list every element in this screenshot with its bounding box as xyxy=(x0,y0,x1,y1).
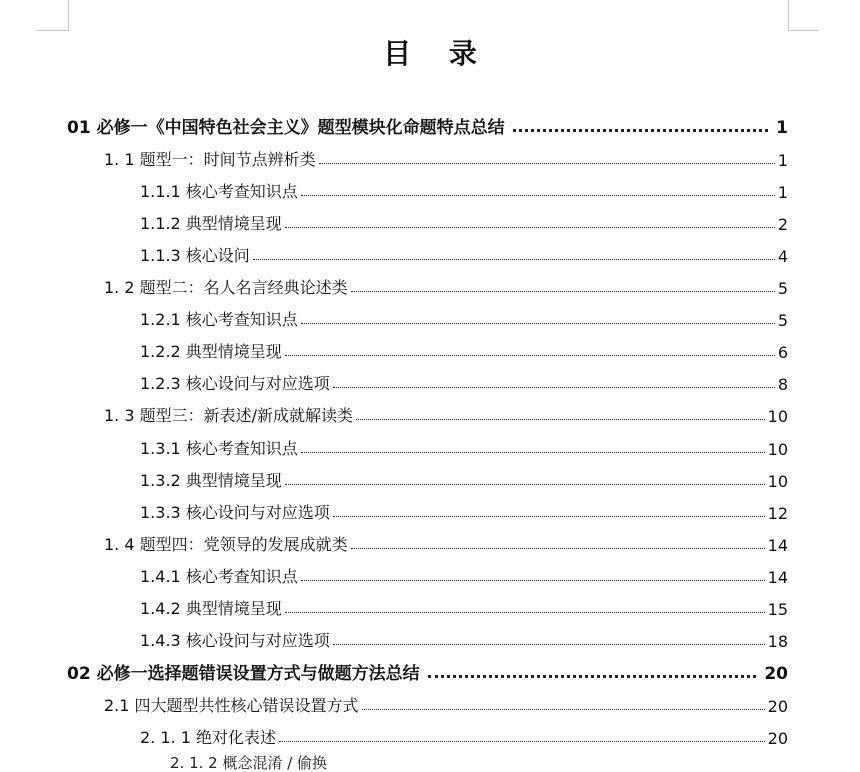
toc-page-number: 1 xyxy=(777,151,788,170)
toc-entry-label: 1. 2 题型二：名人名言经典论述类 xyxy=(104,278,348,297)
toc-entry[interactable] xyxy=(140,338,788,362)
toc-dot-leader xyxy=(333,644,765,645)
toc-entry[interactable] xyxy=(104,531,788,555)
toc-dot-leader xyxy=(333,387,775,388)
toc-entry-label: 1.2.1 核心考查知识点 xyxy=(140,310,298,329)
toc-entry-label: 1.1.1 核心考查知识点 xyxy=(140,182,298,201)
toc-entry-label: 1.4.1 核心考查知识点 xyxy=(140,567,298,586)
toc-entry[interactable] xyxy=(140,435,788,459)
toc-page-number: 20 xyxy=(767,697,788,716)
toc-dot-leader xyxy=(285,355,775,356)
toc-dot-leader xyxy=(513,129,769,132)
toc-entry-label: 02 必修一选择题错误设置方式与做题方法总结 xyxy=(67,664,420,684)
toc-entry[interactable] xyxy=(104,274,788,298)
toc-page-number: 5 xyxy=(777,279,788,298)
toc-entry[interactable] xyxy=(140,627,788,651)
toc-entry[interactable] xyxy=(67,660,788,684)
toc-dot-leader xyxy=(285,227,775,228)
toc-page-number: 8 xyxy=(777,375,788,394)
toc-dot-leader xyxy=(301,580,765,581)
toc-entry-label: 2.1 四大题型共性核心错误设置方式 xyxy=(104,696,359,715)
toc-dot-leader xyxy=(285,612,765,613)
toc-page-number: 14 xyxy=(767,536,788,555)
toc-dot-leader xyxy=(351,548,765,549)
toc-partial-line: 2. 1. 2 概念混淆 / 偷换 xyxy=(170,754,328,772)
toc-entry-label: 2. 1. 1 绝对化表述 xyxy=(140,728,276,747)
toc-entry[interactable] xyxy=(140,563,788,587)
toc-dot-leader xyxy=(428,675,757,678)
toc-entry[interactable] xyxy=(67,114,788,138)
page-corner-mark-top-left xyxy=(36,0,69,31)
toc-entry[interactable] xyxy=(104,146,788,170)
toc-page-number: 5 xyxy=(777,311,788,330)
toc-page-number: 10 xyxy=(767,440,788,459)
toc-entry[interactable] xyxy=(140,178,788,202)
toc-dot-leader xyxy=(351,291,775,292)
toc-entry[interactable] xyxy=(140,595,788,619)
toc-entry-label: 1.3.1 核心考查知识点 xyxy=(140,439,298,458)
toc-dot-leader xyxy=(319,163,775,164)
toc-entry[interactable] xyxy=(140,242,788,266)
toc-dot-leader xyxy=(301,195,775,196)
toc-entry[interactable] xyxy=(140,467,788,491)
toc-entry[interactable] xyxy=(104,692,788,716)
toc-dot-leader xyxy=(301,452,765,453)
toc-entry-label: 1. 3 题型三：新表述/新成就解读类 xyxy=(104,406,354,425)
page-corner-mark-top-right xyxy=(788,0,819,31)
toc-page-number: 20 xyxy=(764,664,788,684)
toc-entry-label: 1.3.3 核心设问与对应选项 xyxy=(140,503,330,522)
toc-page-number: 6 xyxy=(777,343,788,362)
toc-page-number: 15 xyxy=(767,600,788,619)
toc-entry-label: 1.1.3 核心设问 xyxy=(140,246,250,265)
toc-dot-leader xyxy=(362,709,765,710)
toc-entry-label: 1.2.2 典型情境呈现 xyxy=(140,342,282,361)
toc-page-number: 10 xyxy=(767,472,788,491)
toc-entry[interactable] xyxy=(140,306,788,330)
toc-dot-leader xyxy=(356,419,765,420)
toc-page-number: 1 xyxy=(777,183,788,202)
toc-entry-label: 1.4.3 核心设问与对应选项 xyxy=(140,631,330,650)
toc-page-number: 1 xyxy=(776,118,788,138)
toc-entry-label: 1.2.3 核心设问与对应选项 xyxy=(140,374,330,393)
toc-page-number: 10 xyxy=(767,407,788,426)
toc-entry-label: 1.4.2 典型情境呈现 xyxy=(140,599,282,618)
toc-entry-label: 1.1.2 典型情境呈现 xyxy=(140,214,282,233)
toc-title: 目 录 xyxy=(383,37,491,70)
toc-dot-leader xyxy=(285,484,765,485)
toc-entry[interactable] xyxy=(140,210,788,234)
toc-page-number: 4 xyxy=(777,247,788,266)
toc-dot-leader xyxy=(279,741,765,742)
toc-entry-label: 1. 1 题型一：时间节点辨析类 xyxy=(104,150,316,169)
toc-page-number: 14 xyxy=(767,568,788,587)
toc-entry-label: 1.3.2 典型情境呈现 xyxy=(140,471,282,490)
toc-entry-label: 01 必修一《中国特色社会主义》题型模块化命题特点总结 xyxy=(67,118,505,138)
toc-entry[interactable] xyxy=(104,402,788,426)
toc-entry[interactable] xyxy=(140,370,788,394)
toc-page-number: 18 xyxy=(767,632,788,651)
toc-entry[interactable] xyxy=(140,499,788,523)
toc-page-number: 12 xyxy=(767,504,788,523)
toc-dot-leader xyxy=(333,516,765,517)
toc-entry[interactable] xyxy=(140,724,788,748)
toc-page-number: 2 xyxy=(777,215,788,234)
toc-dot-leader xyxy=(253,259,775,260)
toc-dot-leader xyxy=(301,323,775,324)
toc-entry-label: 1. 4 题型四：党领导的发展成就类 xyxy=(104,535,348,554)
toc-page-number: 20 xyxy=(767,729,788,748)
